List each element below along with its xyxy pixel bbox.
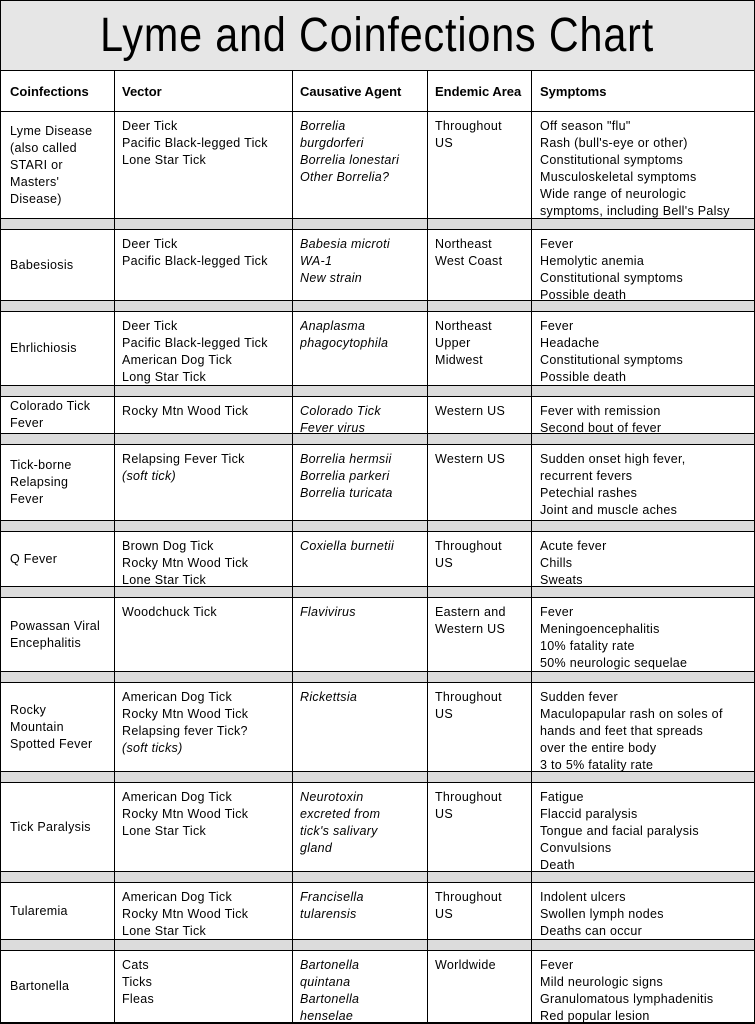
cell-agent (300, 445, 425, 520)
symptoms-line: 50% neurologic sequelae (540, 656, 688, 670)
cell-area (435, 883, 529, 939)
symptoms-line: Swollen lymph nodes (540, 907, 664, 921)
cell-symptoms (540, 951, 752, 1022)
cell-agent (300, 683, 425, 771)
symptoms-line: Red popular lesion (540, 1009, 650, 1022)
agent-line: Bartonella (300, 958, 360, 972)
cell-agent (300, 783, 425, 871)
name-line: Disease) (10, 191, 62, 206)
area-line: Worldwide (435, 958, 496, 972)
agent-line: Anaplasma (300, 319, 366, 333)
vector-line: Fleas (122, 992, 155, 1006)
vector-line: Lone Star Tick (122, 924, 207, 938)
vector-line: Ticks (122, 975, 153, 989)
cell-area (435, 445, 529, 520)
symptoms-line: Wide range of neurologic (540, 187, 687, 201)
symptoms-line: Rash (bull's-eye or other) (540, 136, 688, 150)
cell-name (10, 112, 112, 218)
cell-agent (300, 230, 425, 300)
name-line: Fever (10, 416, 44, 430)
cell-area (435, 112, 529, 218)
agent-line: phagocytophila (300, 336, 389, 350)
symptoms-line: Sudden fever (540, 690, 618, 704)
column-divider (427, 70, 428, 1023)
agent-line: burgdorferi (300, 136, 364, 150)
name-line: Lyme Disease (10, 123, 93, 138)
name-line: Powassan Viral (10, 618, 101, 633)
cell-vector (122, 112, 290, 218)
vector-line: Relapsing fever Tick? (122, 724, 248, 738)
agent-line: excreted from (300, 807, 381, 821)
cell-agent (300, 532, 425, 586)
agent-line: Coxiella burnetii (300, 539, 395, 553)
cell-name (10, 683, 112, 771)
symptoms-line: symptoms, including Bell's Palsy (540, 204, 730, 218)
vector-line: Lone Star Tick (122, 824, 207, 838)
symptoms-line: Off season "flu" (540, 119, 631, 133)
vector-line: Rocky Mtn Wood Tick (122, 404, 249, 418)
name-line: Bartonella (10, 979, 70, 993)
area-line: Throughout (435, 890, 502, 904)
page-title: Lyme and Coinfections Chart (100, 9, 655, 62)
name-line: Ehrlichiosis (10, 341, 77, 355)
name-line: Tick-borne (10, 458, 72, 472)
cell-agent (300, 598, 425, 671)
cell-name (10, 532, 112, 586)
header-symptoms: Symptoms (540, 83, 607, 99)
cell-vector (122, 598, 290, 671)
column-divider (114, 70, 115, 1023)
name-line: Mountain (10, 719, 64, 734)
header-coinfections: Coinfections (10, 83, 89, 99)
area-line: Throughout (435, 690, 502, 704)
symptoms-line: Convulsions (540, 841, 612, 855)
cell-area (435, 598, 529, 671)
area-line: Western US (435, 622, 506, 636)
vector-line: American Dog Tick (122, 353, 232, 367)
symptoms-line: Possible death (540, 370, 627, 384)
symptoms-line: Fatigue (540, 790, 584, 804)
symptoms-line: Maculopapular rash on soles of (540, 707, 723, 721)
vector-line: Deer Tick (122, 119, 178, 133)
symptoms-line: 3 to 5% fatality rate (540, 758, 654, 771)
agent-line: Rickettsia (300, 690, 358, 704)
cell-symptoms (540, 312, 752, 385)
area-line: Throughout (435, 539, 502, 553)
cell-vector (122, 312, 290, 385)
cell-vector (122, 230, 290, 300)
cell-vector (122, 883, 290, 939)
agent-line: Borrelia hermsii (300, 452, 392, 466)
vector-line: (soft tick) (122, 469, 176, 483)
agent-line: tularensis (300, 907, 357, 921)
vector-line: Lone Star Tick (122, 153, 207, 167)
cell-agent (300, 397, 425, 433)
header-vector: Vector (122, 83, 162, 99)
cell-vector (122, 783, 290, 871)
area-line: US (435, 707, 453, 721)
cell-name (10, 783, 112, 871)
cell-name (10, 312, 112, 385)
symptoms-line: 10% fatality rate (540, 639, 635, 653)
cell-agent (300, 883, 425, 939)
vector-line: Deer Tick (122, 237, 178, 251)
area-line: Midwest (435, 353, 483, 367)
cell-area (435, 397, 529, 433)
cell-symptoms (540, 112, 752, 218)
area-line: Throughout (435, 790, 502, 804)
area-line: Upper (435, 336, 471, 350)
agent-line: Fever virus (300, 421, 366, 433)
cell-symptoms (540, 883, 752, 939)
cell-vector (122, 397, 290, 433)
cell-area (435, 532, 529, 586)
cell-vector (122, 951, 290, 1022)
cell-symptoms (540, 230, 752, 300)
symptoms-line: Flaccid paralysis (540, 807, 638, 821)
vector-line: Pacific Black-legged Tick (122, 254, 268, 268)
agent-line: gland (300, 841, 333, 855)
vector-line: Lone Star Tick (122, 573, 207, 586)
symptoms-line: Mild neurologic signs (540, 975, 664, 989)
area-line: US (435, 136, 453, 150)
area-line: US (435, 556, 453, 570)
name-line: Relapsing (10, 475, 69, 489)
vector-line: Pacific Black-legged Tick (122, 336, 268, 350)
symptoms-line: Sudden onset high fever, (540, 452, 686, 466)
vector-line: Woodchuck Tick (122, 605, 217, 619)
vector-line: (soft ticks) (122, 741, 183, 755)
agent-line: Francisella (300, 890, 364, 904)
area-line: Northeast (435, 237, 492, 251)
column-divider (292, 70, 293, 1023)
symptoms-line: Meningoencephalitis (540, 622, 660, 636)
name-line: Fever (10, 492, 44, 506)
symptoms-line: Fever (540, 237, 574, 251)
name-line: Colorado Tick (10, 399, 91, 413)
cell-area (435, 230, 529, 300)
vector-line: Brown Dog Tick (122, 539, 214, 553)
agent-line: WA-1 (300, 254, 333, 268)
vector-line: Deer Tick (122, 319, 178, 333)
vector-line: Cats (122, 958, 149, 972)
agent-line: Neurotoxin (300, 790, 364, 804)
agent-line: Bartonella (300, 992, 360, 1006)
cell-name (10, 230, 112, 300)
cell-name (10, 883, 112, 939)
vector-line: American Dog Tick (122, 890, 232, 904)
area-line: Western US (435, 452, 506, 466)
symptoms-line: Constitutional symptoms (540, 353, 684, 367)
agent-line: tick's salivary (300, 824, 378, 838)
vector-line: Rocky Mtn Wood Tick (122, 807, 249, 821)
vector-line: Rocky Mtn Wood Tick (122, 907, 249, 921)
name-line: Rocky (10, 702, 47, 717)
area-line: US (435, 807, 453, 821)
cell-agent (300, 312, 425, 385)
vector-line: Long Star Tick (122, 370, 207, 384)
symptoms-line: over the entire body (540, 741, 657, 755)
cell-agent (300, 951, 425, 1022)
symptoms-line: recurrent fevers (540, 469, 633, 483)
cell-name (10, 397, 112, 433)
vector-line: Rocky Mtn Wood Tick (122, 707, 249, 721)
header-causative-agent: Causative Agent (300, 83, 402, 99)
symptoms-line: Hemolytic anemia (540, 254, 645, 268)
area-line: Throughout (435, 119, 502, 133)
symptoms-line: Chills (540, 556, 573, 570)
symptoms-line: Headache (540, 336, 600, 350)
agent-line: Borrelia lonestari (300, 153, 400, 167)
name-line: STARI or (10, 157, 63, 172)
name-line: Tularemia (10, 903, 68, 918)
cell-area (435, 683, 529, 771)
vector-line: American Dog Tick (122, 790, 232, 804)
cell-symptoms (540, 532, 752, 586)
name-line: Encephalitis (10, 635, 82, 650)
column-divider (531, 70, 532, 1023)
vector-line: Pacific Black-legged Tick (122, 136, 268, 150)
cell-name (10, 951, 112, 1022)
symptoms-line: Fever (540, 319, 574, 333)
cell-name (10, 445, 112, 520)
cell-symptoms (540, 598, 752, 671)
name-line: (also called (10, 140, 77, 155)
symptoms-line: Joint and muscle aches (540, 503, 678, 517)
symptoms-line: Petechial rashes (540, 486, 638, 500)
cell-vector (122, 445, 290, 520)
symptoms-line: Fever (540, 958, 574, 972)
symptoms-line: Death (540, 858, 575, 871)
agent-line: henselae (300, 1009, 354, 1022)
symptoms-line: hands and feet that spreads (540, 724, 704, 738)
cell-vector (122, 683, 290, 771)
name-line: Babesiosis (10, 257, 74, 272)
vector-line: Rocky Mtn Wood Tick (122, 556, 249, 570)
agent-line: Flavivirus (300, 605, 356, 619)
agent-line: Borrelia turicata (300, 486, 393, 500)
cell-name (10, 598, 112, 671)
cell-vector (122, 532, 290, 586)
header-endemic-area: Endemic Area (435, 83, 522, 99)
symptoms-line: Fever (540, 605, 574, 619)
agent-line: quintana (300, 975, 351, 989)
area-line: US (435, 907, 453, 921)
name-line: Q Fever (10, 551, 58, 566)
cell-symptoms (540, 397, 752, 433)
symptoms-line: Fever with remission (540, 404, 661, 418)
agent-line: New strain (300, 271, 363, 285)
symptoms-line: Musculoskeletal symptoms (540, 170, 697, 184)
title-bar (1, 1, 754, 71)
area-line: Eastern and (435, 605, 506, 619)
agent-line: Babesia microti (300, 237, 390, 251)
symptoms-line: Indolent ulcers (540, 890, 626, 904)
agent-line: Borrelia (300, 119, 346, 133)
symptoms-line: Tongue and facial paralysis (540, 824, 699, 838)
symptoms-line: Second bout of fever (540, 421, 662, 433)
symptoms-line: Constitutional symptoms (540, 271, 684, 285)
name-line: Spotted Fever (10, 736, 93, 751)
symptoms-line: Granulomatous lymphadenitis (540, 992, 714, 1006)
name-line: Tick Paralysis (10, 819, 91, 834)
cell-area (435, 312, 529, 385)
cell-symptoms (540, 683, 752, 771)
vector-line: American Dog Tick (122, 690, 232, 704)
area-line: Western US (435, 404, 506, 418)
vector-line: Relapsing Fever Tick (122, 452, 245, 466)
symptoms-line: Possible death (540, 288, 627, 300)
symptoms-line: Constitutional symptoms (540, 153, 684, 167)
agent-line: Colorado Tick (300, 404, 381, 418)
name-line: Masters' (10, 174, 60, 189)
area-line: Northeast (435, 319, 492, 333)
cell-area (435, 783, 529, 871)
cell-symptoms (540, 783, 752, 871)
area-line: West Coast (435, 254, 503, 268)
symptoms-line: Sweats (540, 573, 583, 586)
symptoms-line: Deaths can occur (540, 924, 643, 938)
cell-area (435, 951, 529, 1022)
agent-line: Borrelia parkeri (300, 469, 390, 483)
cell-symptoms (540, 445, 752, 520)
agent-line: Other Borrelia? (300, 170, 390, 184)
symptoms-line: Acute fever (540, 539, 607, 553)
cell-agent (300, 112, 425, 218)
